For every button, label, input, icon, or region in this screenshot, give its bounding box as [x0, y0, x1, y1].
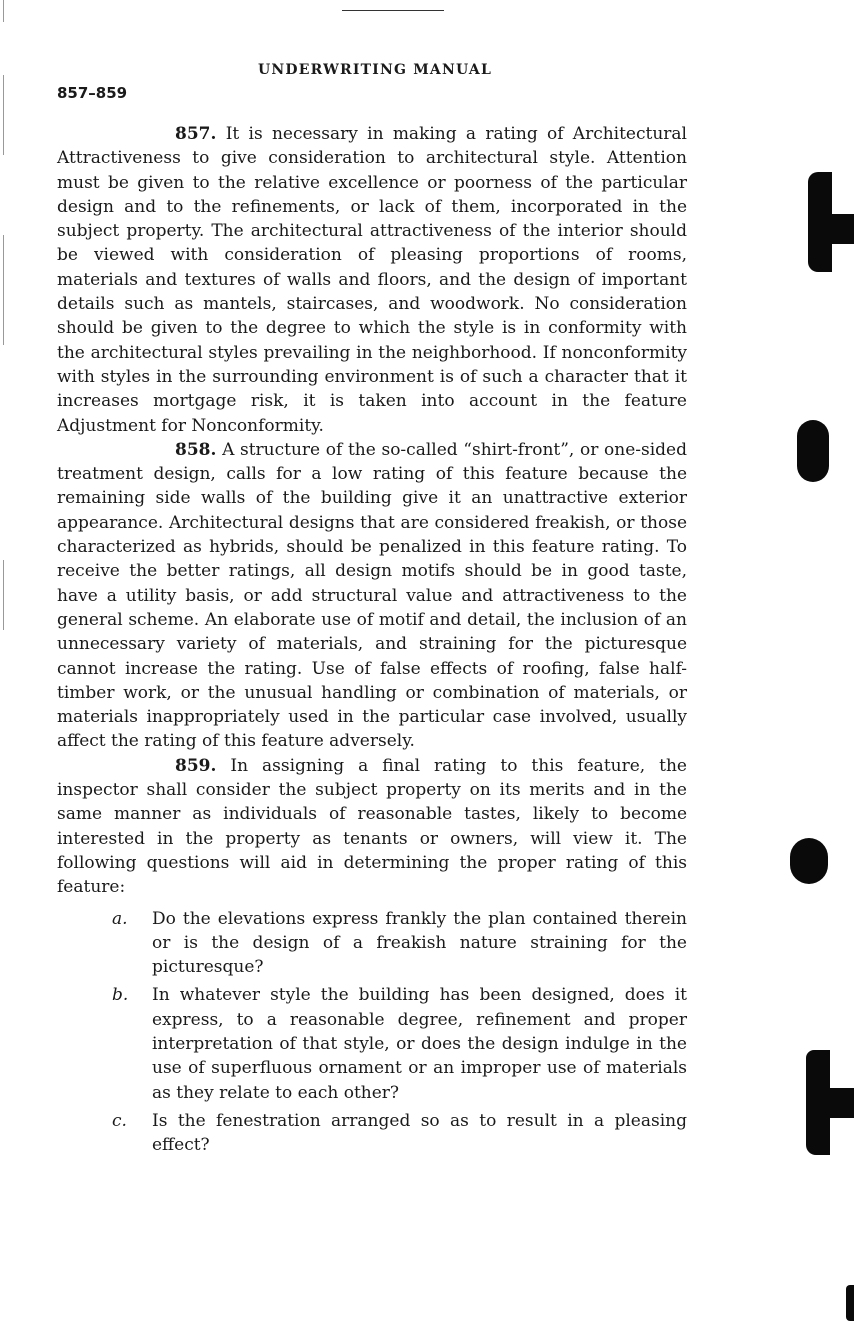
question-item — [112, 983, 687, 1104]
question-list — [57, 907, 687, 1158]
edge-mark — [3, 0, 4, 22]
edge-mark — [3, 75, 4, 155]
running-title: UNDERWRITING MANUAL — [257, 62, 493, 78]
question-marker: c. — [112, 1110, 127, 1131]
edge-mark — [3, 560, 4, 630]
paragraph-text: It is necessary in making a rating of Architectural Attractiveness to give consideration to architectural style. Attention must be given to the relative excellence or poorness of the particular design and to the refinements, or lack of them, incorporated in the subject property. The architectural attractiveness of the interior should be viewed with consideration of pleasing proportions of rooms, materials and textures of walls and floors, and the design of important details such as mantels, staircases, and woodwork. No consideration should be given to the degree to which the style is in conformity with the architectural styles prevailing in the neighborhood. If nonconformity with styles in the surrounding environment is of such a character that it increases mortgage risk, it is taken into account in the feature Adjustment for Nonconformity. — [57, 124, 687, 436]
page-range: 857–859 — [57, 84, 128, 102]
question-text: Do the elevations express frankly the plan contained therein or is the design of a freakish nature straining for the picturesque? — [152, 908, 687, 978]
paragraph-857 — [57, 122, 687, 438]
paragraph-text: A structure of the so-called “shirt-front”, or one-sided treatment design, calls for a low rating of this feature because the remaining side walls of the building give it an unattractive exterior appearance. Architectural designs that are considered freakish, or those characterized as hybrids, should be penalized in this feature rating. To receive the better ratings, all design motifs should be in good taste, have a utility basis, or add structural value and attractiveness to the general scheme. An elaborate use of motif and detail, the inclusion of an unnecessary variety of materials, and straining for the picturesque cannot increase the rating. Use of false effects of roofing, false half-timber work, or the unusual handling or combination of materials, or materials inappropriately used in the particular case involved, usually affect the rating of this feature adversely. — [57, 439, 687, 752]
paragraph-number: 857. — [175, 124, 217, 144]
question-text: In whatever style the building has been designed, does it express, to a reasonable degree, refinement and proper interpretation of that style, or does the design indulge in the use of superfluous ornament or an improper use of materials as they relate to each other? — [152, 985, 687, 1103]
thumb-tab — [797, 420, 829, 482]
edge-mark — [3, 235, 4, 345]
edge-mark — [846, 1285, 854, 1321]
body-text — [57, 122, 687, 1157]
question-item — [112, 1109, 687, 1158]
paragraph-number: 859. — [175, 755, 217, 776]
thumb-tab — [826, 214, 854, 244]
paragraph-858 — [57, 438, 687, 754]
question-marker: b. — [112, 985, 129, 1006]
question-item — [112, 907, 687, 980]
question-marker: a. — [112, 908, 128, 929]
thumb-tab — [826, 1088, 854, 1118]
paragraph-text: In assigning a final rating to this feature, the inspector shall consider the subject property on its merits and in the same manner as individuals of reasonable tastes, likely to become interested in the property as tenants or owners, will view it. The following questions will aid in determining the proper rating of this feature: — [57, 755, 687, 898]
thumb-tab — [790, 838, 828, 884]
top-rule — [342, 10, 444, 11]
question-text: Is the fenestration arranged so as to result in a pleasing effect? — [152, 1110, 687, 1156]
paragraph-number: 858. — [175, 439, 217, 460]
paragraph-859 — [57, 754, 687, 900]
